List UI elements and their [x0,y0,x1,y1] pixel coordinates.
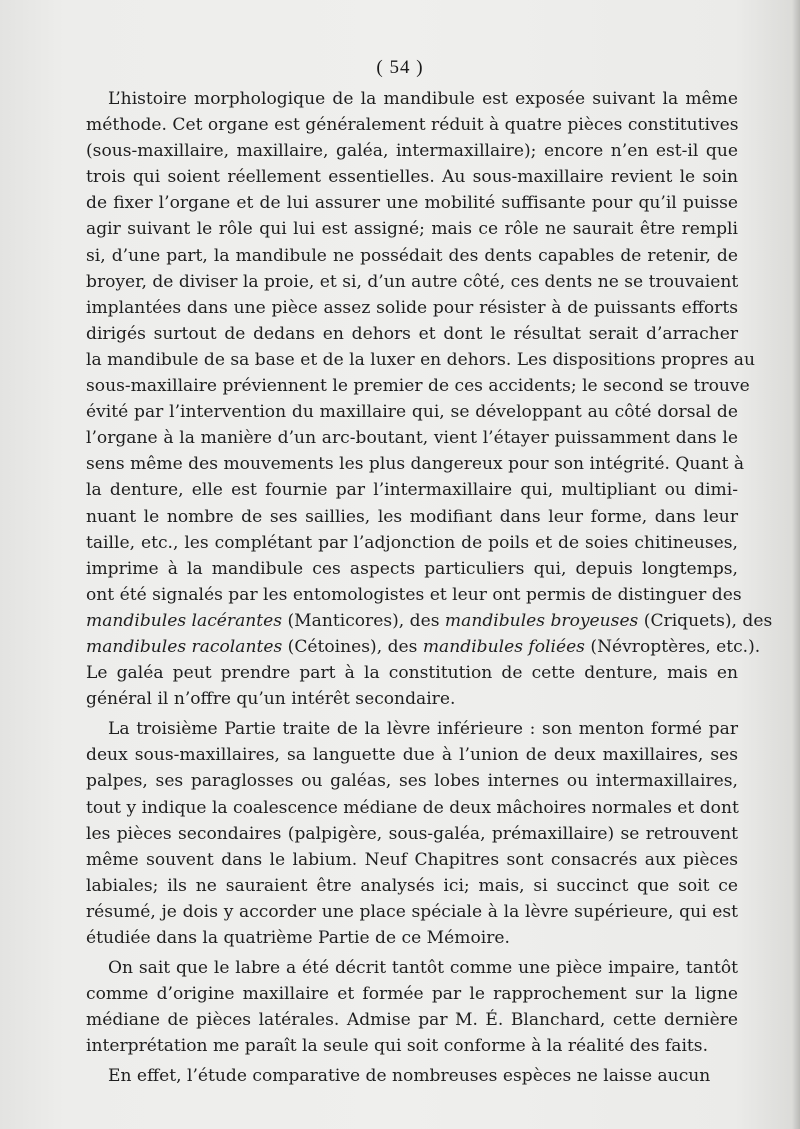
text-line [86,373,750,399]
text-line [86,112,738,138]
paragraph [86,86,773,712]
text-line [86,530,738,556]
text-line [86,347,756,373]
text-line [86,582,742,608]
italic-term: mandibules foliées [422,636,585,657]
italic-term: mandibules broyeuses [444,610,639,631]
page-number: ( 54 ) [376,57,424,78]
text-line [86,321,738,347]
text-segment: la mandibule de sa base et de la luxer en dehors. Les dispositions propres au [86,349,756,370]
text-line [86,1007,738,1033]
text-line [86,477,738,503]
text-line [86,955,738,981]
text-line [86,86,738,112]
text-segment: la denture, elle est fournie par l’intermaxillaire qui, multipliant ou dimi- [86,480,738,501]
text-segment: (sous-maxillaire, maxillaire, galéa, intermaxillaire); encore n’en est-il que [86,141,738,162]
text-segment: interprétation me paraît la seule qui soit conforme à la réalité des faits. [86,1036,709,1057]
paragraph [86,955,738,1059]
text-segment: étudiée dans la quatrième Partie de ce Mémoire. [86,928,510,948]
text-line [86,138,738,164]
text-line [86,634,761,660]
text-segment: broyer, de diviser la proie, et si, d’un autre côté, ces dents ne se trouvaient [86,271,739,292]
italic-term: mandibules lacérantes [86,610,283,631]
text-line [86,164,738,190]
text-segment: On sait que le labre a été décrit tantôt comme une pièce impaire, tantôt [108,958,738,979]
text-segment: sens même des mouvements les plus dangereux pour son intégrité. Quant à [86,454,745,475]
text-segment: La troisième Partie traite de la lèvre inférieure : son menton formé par [108,719,738,740]
text-line [86,981,738,1007]
text-segment: l’organe à la manière d’un arc-boutant, vient l’étayer puissamment dans le [86,428,738,449]
text-line [86,451,745,477]
page-edge-shadow [792,0,800,1129]
text-segment: ont été signalés par les entomologistes et leur ont permis de distinguer des [86,584,742,605]
text-line [86,925,738,951]
text-line [86,1063,738,1089]
text-segment: (Criquets), des [638,610,773,631]
text-line [86,1033,738,1059]
text-line [86,295,738,321]
text-segment: si, d’une part, la mandibule ne possédait des dents capables de retenir, de [86,245,738,266]
text-segment: palpes, ses paraglosses ou galéas, ses lobes internes ou intermaxillaires, [86,771,738,792]
text-segment: médiane de pièces latérales. Admise par M. É. Blanchard, cette dernière [86,1010,738,1031]
text-line [86,243,738,269]
text-segment: méthode. Cet organe est généralement réduit à quatre pièces constitutives [86,115,739,136]
text-segment: (Névroptères, etc.). [584,636,761,657]
paragraph [86,1063,738,1089]
text-line [86,190,738,216]
text-line [86,556,738,582]
text-segment: nuant le nombre de ses saillies, les modifiant dans leur forme, dans leur [86,506,738,527]
text-line [86,216,738,242]
text-segment: résumé, je dois y accorder une place spéciale à la lèvre supérieure, qui est [86,901,738,922]
text-line [86,504,738,530]
text-line [86,742,738,768]
text-segment: implantées dans une pièce assez solide pour résister à de puissants efforts [86,297,738,318]
text-segment: L’histoire morphologique de la mandibule est exposée suivant la même [108,89,738,109]
text-segment: général il n’offre qu’un intérêt secondaire. [86,689,456,710]
text-line [86,399,738,425]
text-line [86,660,738,686]
text-segment: même souvent dans le labium. Neuf Chapitres sont consacrés aux pièces [86,849,738,870]
text-segment: imprime à la mandibule ces aspects particuliers qui, depuis longtemps, [86,558,738,579]
paragraph [86,716,738,951]
text-segment: trois qui soient réellement essentielles. Au sous-maxillaire revient le soin [86,167,738,188]
text-segment: En effet, l’étude comparative de nombreuses espèces ne laisse aucun [108,1066,711,1087]
text-line [86,847,738,873]
text-segment: Le galéa peut prendre part à la constitution de cette denture, mais en [86,663,738,684]
text-line [86,899,738,925]
text-line [86,686,738,712]
text-line [86,873,738,899]
text-line [86,716,738,742]
text-segment: les pièces secondaires (palpigère, sous-galéa, prémaxillaire) se retrouvent [86,823,738,844]
text-segment: de fixer l’organe et de lui assurer une mobilité suffisante pour qu’il puisse [86,193,738,214]
text-segment: agir suivant le rôle qui lui est assigné; mais ce rôle ne saurait être rempli [86,219,738,240]
text-segment: comme d’origine maxillaire et formée par le rapprochement sur la ligne [86,984,738,1005]
italic-term: mandibules racolantes [86,636,283,657]
text-line [86,768,738,794]
body-text [86,86,773,1090]
text-segment: taille, etc., les complétant par l’adjonction de poils et de soies chitineuses, [86,532,738,553]
text-segment: (Manticores), des [282,610,445,631]
text-segment: labiales; ils ne sauraient être analysés ici; mais, si succinct que soit ce [86,875,738,896]
text-segment: tout y indique la coalescence médiane de deux mâchoires normales et dont [86,797,739,818]
text-segment: deux sous-maxillaires, sa languette due à l’union de deux maxillaires, ses [86,745,738,766]
text-segment: dirigés surtout de dedans en dehors et dont le résultat serait d’arracher [86,323,738,344]
text-line [86,821,738,847]
text-segment: sous-maxillaire préviennent le premier de ces accidents; le second se trouve [86,376,750,397]
text-line [86,608,773,634]
text-line [86,269,738,295]
text-segment: (Cétoines), des [282,636,423,657]
text-line [86,425,738,451]
text-segment: évité par l’intervention du maxillaire qui, se développant au côté dorsal de [86,402,738,423]
text-line [86,795,738,821]
